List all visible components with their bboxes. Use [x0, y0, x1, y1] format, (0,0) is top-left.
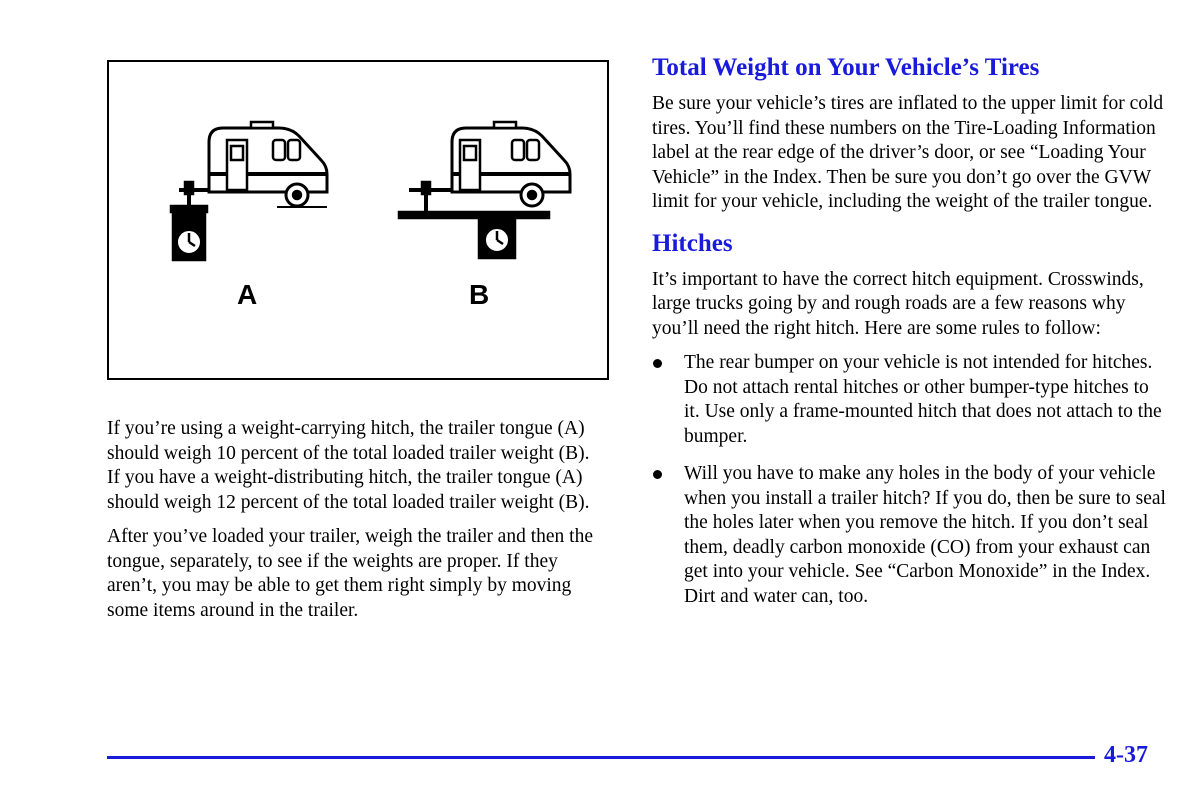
- trailer-weight-illustration: [107, 60, 609, 380]
- footer-rule: [107, 756, 1095, 759]
- bullet-icon: [653, 359, 662, 368]
- list-item: [652, 351, 1167, 449]
- paragraph-hitch-equipment: It’s important to have the correct hitch equipment. Crosswinds, large trucks going by and rough roads are a few reasons why you’ll need the right hitch. Here are some rules to follow:: [652, 268, 1144, 339]
- trailer-scales-drawing: [109, 62, 607, 378]
- paragraph-tongue-weight: If you’re using a weight-carrying hitch, the trailer tongue (A) should weigh 10 percent of the total loaded trailer weight (B). If you have a weight-distributing hitch, the trailer tongue (A) should weigh 12 percent of the total loaded trailer weight (B).: [107, 418, 590, 513]
- left-column-text: [107, 417, 607, 633]
- right-column: [652, 53, 1167, 622]
- paragraph-tire-inflation: Be sure your vehicle’s tires are inflated to the upper limit for cold tires. You’ll find these numbers on the Tire-Loading Information label at the rear edge of the driver’s door, or see “Loading Your Vehicle” in the Index. Then be sure you don’t go over the GVW limit for your vehicle, including the weight of the trailer tongue.: [652, 93, 1164, 212]
- bullet-text: Will you have to make any holes in the body of your vehicle when you install a trailer hitch? If you do, then be sure to seal the holes later when you remove the hitch. If you don’t seal them, deadly carbon monoxide (CO) from your exhaust can get into your vehicle. See “Carbon Monoxide” in the Index. Dirt and water can, too.: [684, 463, 1166, 607]
- heading-hitches: Hitches: [652, 229, 733, 257]
- trailer-b-drawing: [399, 122, 570, 258]
- label-a: A: [237, 279, 258, 310]
- paragraph-weigh-trailer: After you’ve loaded your trailer, weigh the trailer and then the tongue, separately, to see if the weights are proper. If they aren’t, you may be able to get them right simply by moving some items around in the trailer.: [107, 526, 593, 621]
- label-b: B: [469, 279, 490, 310]
- bullet-text: The rear bumper on your vehicle is not intended for hitches. Do not attach rental hitches or other bumper-type hitches to it. Use only a frame-mounted hitch that does not attach to the bumper.: [684, 352, 1162, 447]
- trailer-a-drawing: [171, 122, 327, 260]
- bullet-icon: [653, 470, 662, 479]
- page-number: 4-37: [1104, 742, 1148, 768]
- heading-total-weight: Total Weight on Your Vehicle’s Tires: [652, 54, 1040, 81]
- hitch-rules-list: [652, 351, 1167, 609]
- list-item: [652, 462, 1167, 609]
